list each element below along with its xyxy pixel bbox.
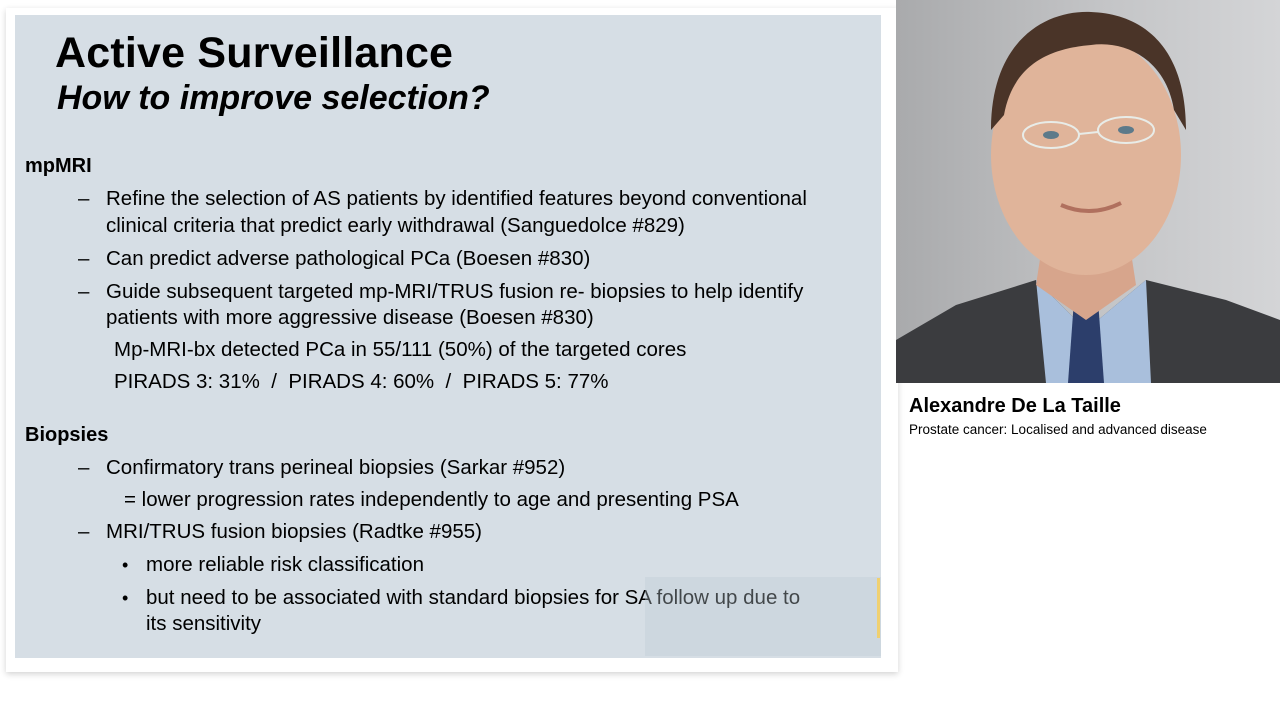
mpmri-item-3-line-2: patients with more aggressive disease (Boesen #830)	[106, 306, 594, 329]
mpmri-note-pirads: PIRADS 3: 31% / PIRADS 4: 60% / PIRADS 5: 77%	[114, 370, 609, 393]
dash-marker: –	[78, 247, 90, 270]
dash-marker: –	[78, 187, 90, 210]
dash-marker: –	[78, 456, 90, 479]
dash-marker: –	[78, 520, 90, 543]
speaker-portrait-icon	[896, 0, 1280, 383]
mpmri-item-1-line-2: clinical criteria that predict early withdrawal (Sanguedolce #829)	[106, 214, 685, 237]
speaker-name: Alexandre De La Taille	[909, 395, 1121, 417]
speaker-photo	[896, 0, 1280, 383]
biopsies-item-1-result: = lower progression rates independently to age and presenting PSA	[124, 488, 739, 511]
mpmri-note-detection: Mp-MRI-bx detected PCa in 55/111 (50%) of the targeted cores	[114, 338, 687, 361]
biopsies-bullet-2-line-1: but need to be associated with standard biopsies for SA follow up due to	[146, 586, 801, 609]
presentation-slide	[15, 15, 881, 658]
mpmri-item-1-line-1: Refine the selection of AS patients by identified features beyond conventional	[106, 187, 807, 210]
biopsies-bullet-1: more reliable risk classification	[146, 553, 424, 576]
slide-title: Active Surveillance	[55, 29, 454, 77]
biopsies-item-2: MRI/TRUS fusion biopsies (Radtke #955)	[106, 520, 482, 543]
slide-subtitle: How to improve selection?	[57, 79, 490, 117]
mpmri-item-3-line-1: Guide subsequent targeted mp-MRI/TRUS fusion re- biopsies to help identify	[106, 280, 804, 303]
section-heading-mpmri: mpMRI	[25, 155, 92, 177]
speaker-topic: Prostate cancer: Localised and advanced disease	[909, 422, 1207, 437]
section-heading-biopsies: Biopsies	[25, 424, 109, 446]
accent-bar	[877, 578, 880, 638]
bullet-marker: •	[122, 555, 129, 575]
biopsies-bullet-2-line-2: its sensitivity	[146, 612, 262, 635]
mpmri-item-2-line-1: Can predict adverse pathological PCa (Boesen #830)	[106, 247, 591, 270]
highlight-overlay	[645, 577, 881, 656]
bullet-marker: •	[122, 588, 129, 608]
dash-marker: –	[78, 280, 90, 303]
biopsies-item-1: Confirmatory trans perineal biopsies (Sarkar #952)	[106, 456, 566, 479]
